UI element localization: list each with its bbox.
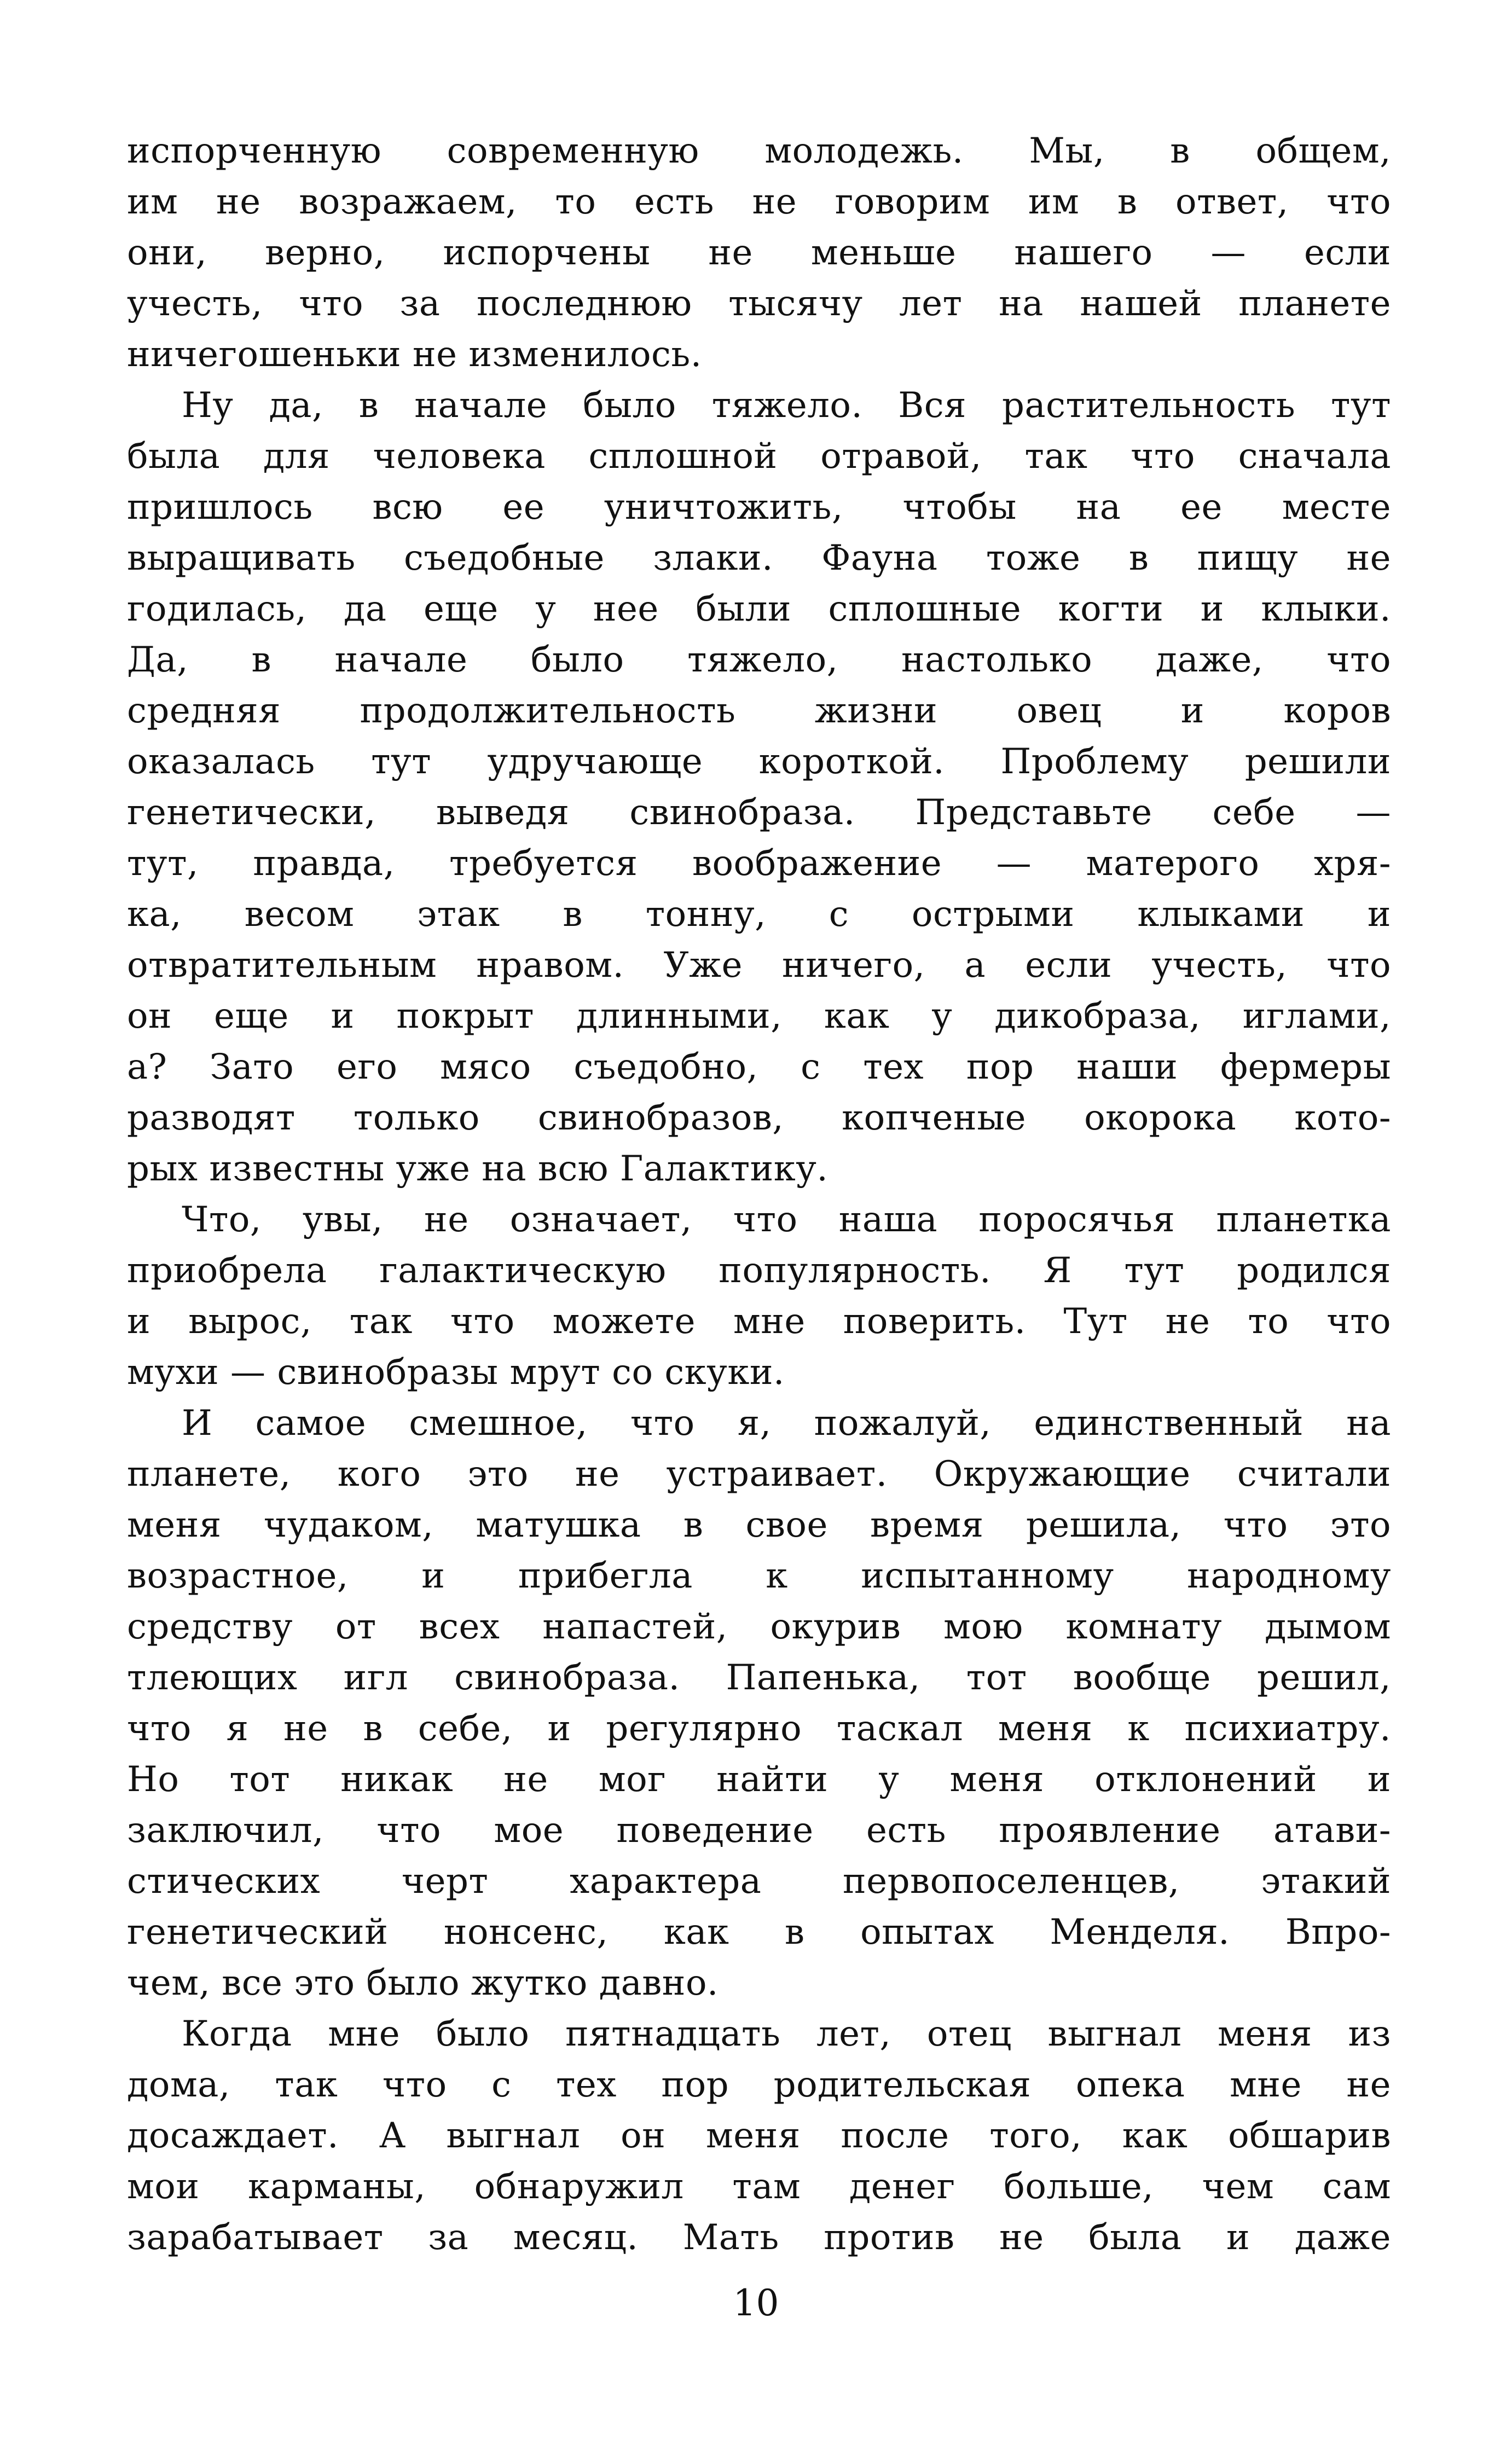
text-line: и вырос, так что можете мне поверить. Тут не то что: [127, 1301, 1391, 1342]
text-line: учесть, что за последнюю тысячу лет на нашей планете: [127, 283, 1391, 324]
text-line: пришлось всю ее уничтожить, чтобы на ее месте: [127, 487, 1391, 528]
text-line: генетический нонсенс, как в опытах Менделя. Впро-: [127, 1912, 1391, 1952]
text-line: генетически, выведя свинобраза. Представьте себе —: [127, 792, 1391, 833]
text-line: отвратительным нравом. Уже ничего, а если учесть, что: [127, 945, 1391, 986]
text-line: возрастное, и прибегла к испытанному народному: [127, 1556, 1391, 1596]
text-line: мухи — свинобразы мрут со скуки.: [127, 1352, 785, 1393]
body-text: [127, 126, 1391, 2263]
text-line: оказалась тут удручающе короткой. Проблему решили: [127, 741, 1391, 782]
text-line: испорченную современную молодежь. Мы, в общем,: [127, 131, 1391, 171]
paragraph-5: [127, 2009, 1391, 2263]
paragraph-2: [127, 380, 1391, 1195]
text-line: разводят только свинобразов, копченые окорока кото-: [127, 1098, 1391, 1138]
text-line: стических черт характера первопоселенцев, этакий: [127, 1861, 1391, 1902]
text-line: планете, кого это не устраивает. Окружающие считали: [127, 1454, 1391, 1494]
text-line: ничегошеньки не изменилось.: [127, 334, 702, 375]
text-line: была для человека сплошной отравой, так что сначала: [127, 436, 1391, 477]
text-line: Ну да, в начале было тяжело. Вся растительность тут: [182, 385, 1391, 426]
text-line: а? Зато его мясо съедобно, с тех пор наши фермеры: [127, 1047, 1391, 1087]
text-line: меня чудаком, матушка в свое время решила, что это: [127, 1505, 1391, 1545]
text-line: он еще и покрыт длинными, как у дикобраза, иглами,: [127, 996, 1391, 1036]
text-line: средству от всех напастей, окурив мою комнату дымом: [127, 1607, 1391, 1647]
text-line: приобрела галактическую популярность. Я тут родился: [127, 1250, 1391, 1291]
text-line: тлеющих игл свинобраза. Папенька, тот вообще решил,: [127, 1658, 1391, 1698]
text-line: Да, в начале было тяжело, настолько даже, что: [127, 640, 1391, 680]
text-line: ка, весом этак в тонну, с острыми клыками и: [127, 894, 1391, 935]
text-line: тут, правда, требуется воображение — матерого хря-: [127, 843, 1391, 884]
text-line: Но тот никак не мог найти у меня отклонений и: [127, 1759, 1391, 1800]
text-line: что я не в себе, и регулярно таскал меня к психиатру.: [127, 1708, 1391, 1749]
text-line: дома, так что с тех пор родительская опека мне не: [127, 2065, 1391, 2105]
text-line: им не возражаем, то есть не говорим им в ответ, что: [127, 182, 1391, 222]
paragraph-1: [127, 126, 1391, 380]
text-line: чем, все это было жутко давно.: [127, 1963, 719, 2003]
text-line: заключил, что мое поведение есть проявление атави-: [127, 1810, 1391, 1851]
page-number: 10: [733, 2282, 779, 2324]
text-line: Что, увы, не означает, что наша поросячья планетка: [182, 1200, 1391, 1240]
text-line: выращивать съедобные злаки. Фауна тоже в пищу не: [127, 538, 1391, 578]
paragraph-4: [127, 1398, 1391, 2009]
text-line: зарабатывает за месяц. Мать против не была и даже: [127, 2217, 1391, 2258]
text-line: досаждает. А выгнал он меня после того, как обшарив: [127, 2116, 1391, 2156]
text-line: годилась, да еще у нее были сплошные когти и клыки.: [127, 589, 1391, 629]
text-line: Когда мне было пятнадцать лет, отец выгнал меня из: [182, 2014, 1391, 2054]
text-line: средняя продолжительность жизни овец и коров: [127, 691, 1391, 731]
text-line: мои карманы, обнаружил там денег больше, чем сам: [127, 2166, 1391, 2207]
text-line: И самое смешное, что я, пожалуй, единственный на: [182, 1403, 1391, 1444]
paragraph-3: [127, 1195, 1391, 1398]
text-line: рых известны уже на всю Галактику.: [127, 1149, 829, 1189]
text-line: они, верно, испорчены не меньше нашего — если: [127, 233, 1391, 273]
